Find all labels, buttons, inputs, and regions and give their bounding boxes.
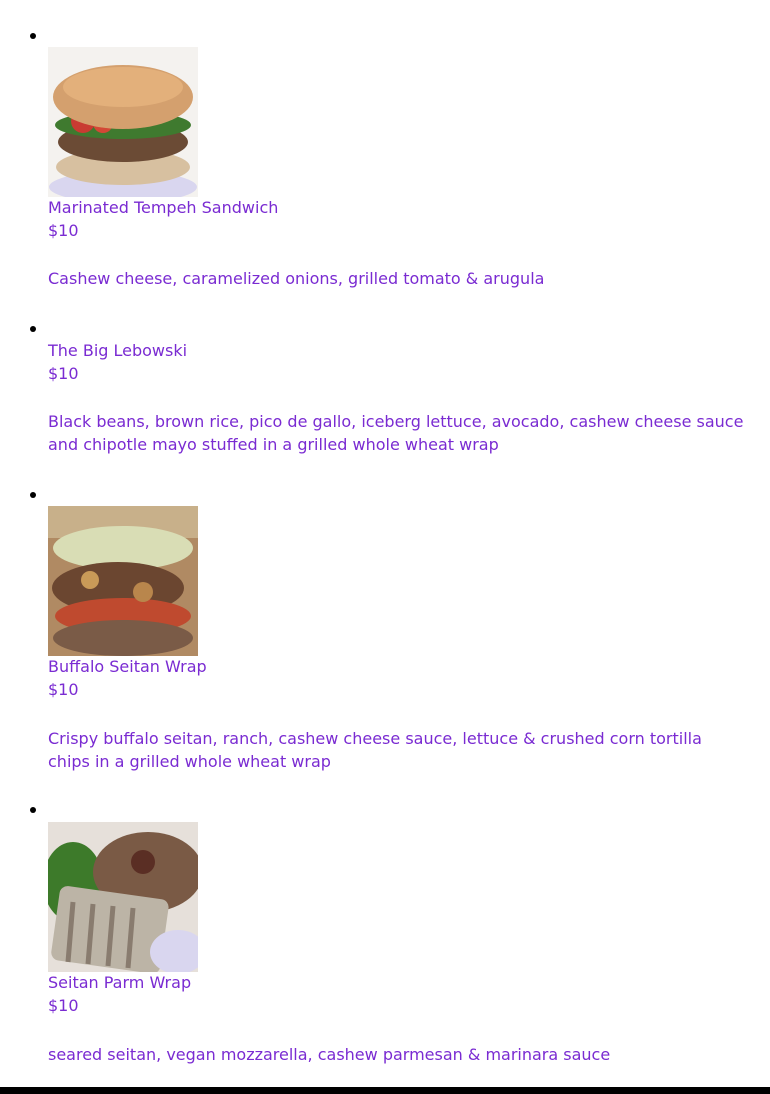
menu-item-description: seared seitan, vegan mozzarella, cashew parmesan & marinara sauce — [48, 1045, 611, 1064]
menu-item-name[interactable]: Marinated Tempeh Sandwich — [48, 198, 279, 217]
bottom-edge-bar — [0, 1087, 770, 1094]
menu-item-price[interactable]: $10 — [48, 680, 79, 699]
list-bullet — [30, 33, 36, 39]
wrap-photo — [48, 506, 198, 656]
menu-item-image-link[interactable] — [48, 47, 198, 197]
list-bullet — [30, 326, 36, 332]
menu-item-image-link[interactable] — [48, 506, 198, 656]
list-bullet — [30, 492, 36, 498]
menu-item-name[interactable]: Seitan Parm Wrap — [48, 973, 192, 992]
menu-item-description: Cashew cheese, caramelized onions, grilled tomato & arugula — [48, 269, 545, 288]
menu-item-description: Crispy buffalo seitan, ranch, cashew cheese sauce, lettuce & crushed corn tortilla chips in a grilled whole wheat wrap — [48, 729, 702, 771]
sandwich-photo — [48, 47, 198, 197]
menu-item-description: Black beans, brown rice, pico de gallo, iceberg lettuce, avocado, cashew cheese sauce and chipotle mayo stuffed in a grilled whole wheat wrap — [48, 412, 744, 454]
menu-item-price[interactable]: $10 — [48, 996, 79, 1015]
menu-item-price[interactable]: $10 — [48, 364, 79, 383]
list-bullet — [30, 807, 36, 813]
menu-item-price[interactable]: $10 — [48, 221, 79, 240]
menu-item-name[interactable]: The Big Lebowski — [48, 341, 188, 360]
wrap-photo — [48, 822, 198, 972]
menu-item-name[interactable]: Buffalo Seitan Wrap — [48, 657, 207, 676]
menu-item-image-link[interactable] — [48, 822, 198, 972]
